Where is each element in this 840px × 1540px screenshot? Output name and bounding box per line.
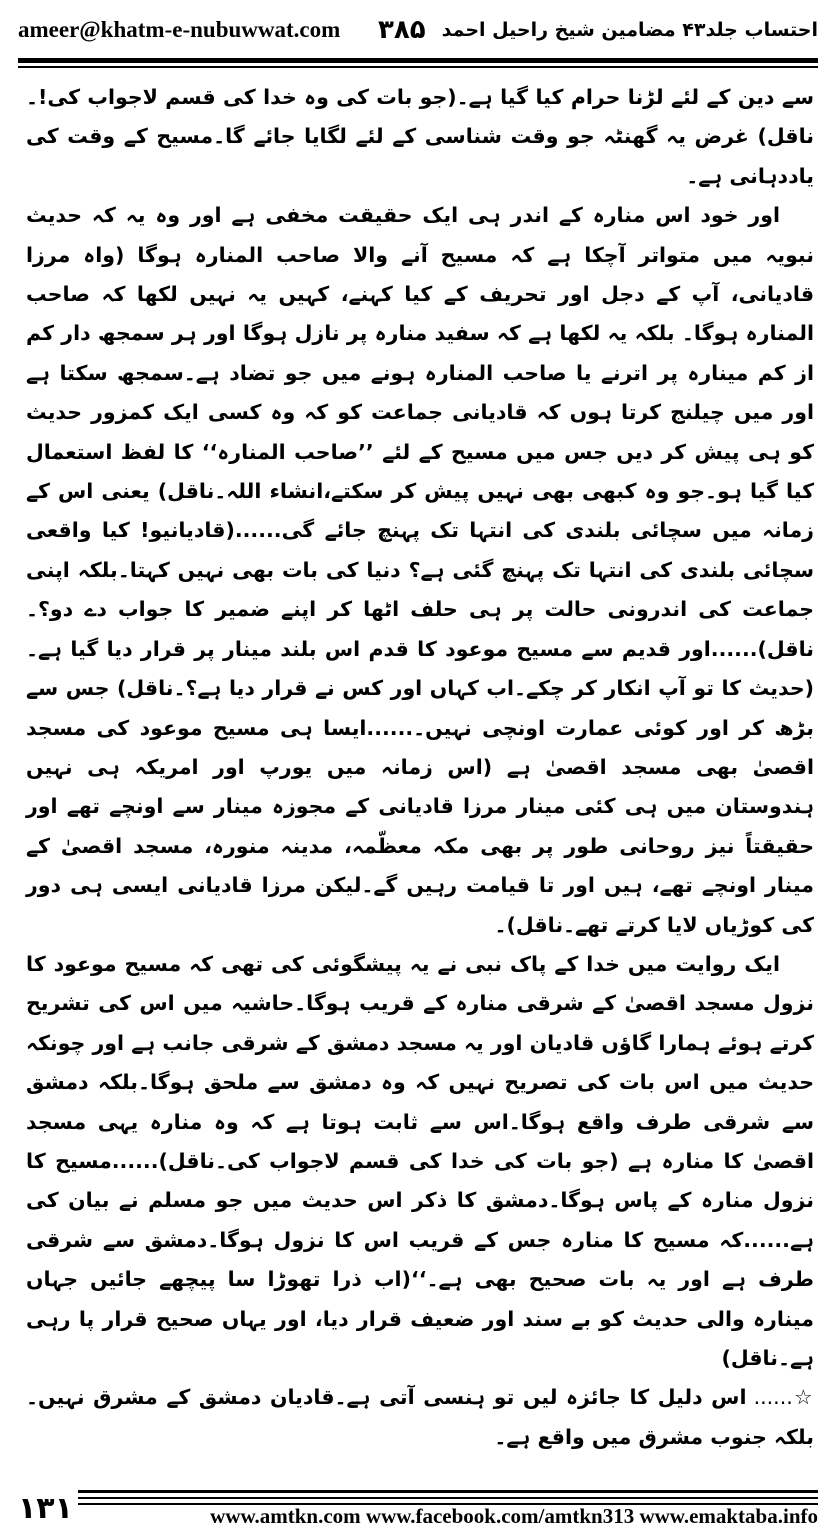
footer-rule-2 [78, 1497, 818, 1499]
paragraph-3: ایک روایت میں خدا کے پاک نبی نے یہ پیشگوئی کی تھی کہ مسیح موعود کا نزول مسجد اقصیٰ کے شرقی منارہ کے قریب ہوگا۔حاشیہ میں اس کی تشریح کرتے ہوئے ہمارا گاؤں قادیان اور یہ مسجد دمشق کے شرقی جانب ہے اور چونکہ حدیث میں اس بات کی تصریح نہیں کہ وہ دمشق سے ملحق ہوگا۔بلکہ دمشق سے شرقی طرف واقع ہوگا۔اس سے ثابت ہوتا ہے کہ وہ منارہ یہی مسجد اقصیٰ کا منارہ ہے (جو بات کی خدا کی قسم لاجواب کی۔ناقل)......مسیح کا نزول منارہ کے پاس ہوگا۔دمشق کا ذکر اس حدیث میں جو مسلم نے بیان کی ہے......کہ مسیح کا منارہ جس کے قریب اس کا نزول ہوگا۔دمشق سے شرقی طرف ہے اور یہ بات صحیح بھی ہے۔‘‘(اب ذرا تھوڑا سا پیچھے جائیں جہاں مینارہ والی حدیث کو بے سند اور ضعیف قرار دیا، اور یہاں صحیح قرار پا رہی ہے۔ناقل) [26, 951, 814, 1370]
header-email: ameer@khatm-e-nubuwwat.com [18, 17, 341, 42]
footnote-paragraph [26, 1378, 814, 1457]
header-title: احتساب جلد۴۳ مضامین شیخ راحیل احمد [441, 19, 818, 41]
header-right [378, 15, 818, 45]
footer-page-number: ۱۳۱ [18, 1490, 73, 1526]
star-icon: ☆...... [753, 1385, 814, 1410]
paragraph-1: سے دین کے لئے لڑنا حرام کیا گیا ہے۔(جو بات کی وہ خدا کی قسم لاجواب کی!۔ناقل) غرض یہ گھنٹہ جو وقت شناسی کے لئے لگایا جائے گا۔مسیح کے وقت کی یاددہانی ہے۔ [26, 85, 814, 188]
paragraph-2: اور خود اس منارہ کے اندر ہی ایک حقیقت مخفی ہے اور وہ یہ کہ حدیث نبویہ میں متواتر آچکا ہے کہ مسیح آنے والا صاحب المنارہ ہوگا (واہ مرزا قادیانی، آپ کے دجل اور تحریف کے کیا کہنے، کہیں یہ نہیں لکھا کہ صاحب المنارہ ہوگا۔ بلکہ یہ لکھا ہے کہ سفید منارہ پر نازل ہوگا اور ہر سمجھ دار کم از کم مینارہ پر اترنے یا صاحب المنارہ ہونے میں جو تضاد ہے۔سمجھ سکتا ہے اور میں چیلنج کرتا ہوں کہ قادیانی جماعت کو کہ وہ کسی ایک کمزور حدیث کو ہی پیش کر دیں جس میں مسیح کے لئے ’’صاحب المنارہ‘‘ کا لفظ استعمال کیا گیا ہو۔جو وہ کبھی بھی نہیں پیش کر سکتے،انشاء اللہ۔ناقل) یعنی اس کے زمانہ میں سچائی بلندی کی انتہا تک پہنچ جائے گی......(قادیانیو! کیا واقعی سچائی بلندی کی انتہا تک پہنچ گئی ہے؟ دنیا کی بات بھی نہیں کہتا۔بلکہ اپنی جماعت کی اندرونی حالت پر ہی حلف اٹھا کر اپنے ضمیر کا جواب دے دو؟۔ناقل)......اور قدیم سے مسیح موعود کا قدم اس بلند مینار پر قرار دیا گیا ہے۔(حدیث کا تو آپ انکار کر چکے۔اب کہاں اور کس نے قرار دیا ہے؟۔ناقل) جس سے بڑھ کر اور کوئی عمارت اونچی نہیں۔......ایسا ہی مسیح موعود کی مسجد اقصیٰ بھی مسجد اقصیٰ ہے (اس زمانہ میں یورپ اور امریکہ ہی نہیں ہندوستان میں ہی کئی مینار مرزا قادیانی کے مجوزہ مینار سے اونچے تھے اور حقیقتاً نیز روحانی طور پر بھی مکہ معظّمہ، مدینہ منورہ، مسجد اقصیٰ کے مینار اونچے تھے، ہیں اور تا قیامت رہیں گے۔لیکن مرزا قادیانی ایسی ہی دور کی کوڑیاں لایا کرتے تھے۔ناقل)۔ [26, 203, 814, 937]
header-rule-thin [18, 66, 818, 68]
footer-urls: www.amtkn.com www.facebook.com/amtkn313 www.emaktaba.info [210, 1504, 818, 1528]
body-text [26, 78, 814, 1457]
header-rule-thick [18, 58, 818, 63]
page-footer [18, 1484, 818, 1532]
page-header [18, 8, 818, 52]
header-page-number: ۳۸۵ [378, 15, 426, 45]
footer-rule-1 [78, 1490, 818, 1493]
footer-rules [78, 1484, 818, 1532]
footnote-text: اس دلیل کا جائزہ لیں تو ہنسی آتی ہے۔قادیان دمشق کے مشرق نہیں۔بلکہ جنوب مشرق میں واقع ہے۔ [26, 1385, 814, 1449]
